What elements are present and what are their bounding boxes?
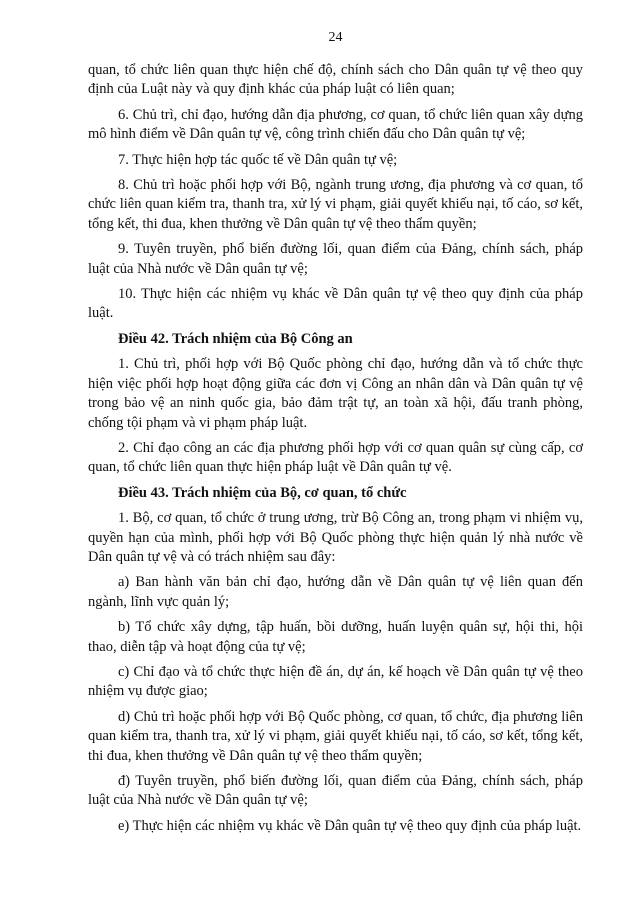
- paragraph: 1. Chủ trì, phối hợp với Bộ Quốc phòng chỉ đạo, hướng dẫn và tổ chức thực hiện việc phối hợp hoạt động giữa các đơn vị Công an nhân dân và Dân quân tự vệ trong bảo vệ an ninh quốc gia, bảo đảm trật tự, an toàn xã hội, đấu tranh phòng, chống tội phạm và vi phạm pháp luật.: [88, 356, 583, 431]
- paragraph: 7. Thực hiện hợp tác quốc tế về Dân quân tự vệ;: [118, 151, 398, 168]
- paragraph: 2. Chỉ đạo công an các địa phương phối hợp với cơ quan quân sự cùng cấp, cơ quan, tổ chức liên quan thực hiện pháp luật về Dân quân tự vệ.: [88, 439, 583, 476]
- article-heading: Điều 43. Trách nhiệm của Bộ, cơ quan, tổ chức: [118, 484, 407, 501]
- paragraph: quan, tổ chức liên quan thực hiện chế độ, chính sách cho Dân quân tự vệ theo quy định của Luật này và quy định khác của pháp luật có liên quan;: [88, 62, 583, 98]
- paragraph: đ) Tuyên truyền, phổ biến đường lối, quan điểm của Đảng, chính sách, pháp luật của Nhà nước về Dân quân tự vệ;: [88, 773, 583, 809]
- paragraph: 9. Tuyên truyền, phổ biến đường lối, quan điểm của Đảng, chính sách, pháp luật của Nhà nước về Dân quân tự vệ;: [88, 241, 583, 277]
- paragraph: 1. Bộ, cơ quan, tổ chức ở trung ương, trừ Bộ Công an, trong phạm vi nhiệm vụ, quyền hạn của mình, phối hợp với Bộ Quốc phòng thực hiện quản lý nhà nước về Dân quân tự vệ và có trách nhiệm sau đây:: [88, 510, 583, 565]
- paragraph: b) Tổ chức xây dựng, tập huấn, bồi dưỡng, huấn luyện quân sự, hội thi, hội thao, diễn tập và hoạt động của tự vệ;: [88, 619, 583, 655]
- page-number: 24: [328, 30, 343, 45]
- paragraph: a) Ban hành văn bản chỉ đạo, hướng dẫn về Dân quân tự vệ liên quan đến ngành, lĩnh vực quản lý;: [88, 574, 583, 610]
- paragraph: 8. Chủ trì hoặc phối hợp với Bộ, ngành trung ương, địa phương và cơ quan, tổ chức liên quan kiểm tra, thanh tra, xử lý vi phạm, giải quyết khiếu nại, tố cáo, sơ kết, tổng kết, thi đua, khen thưởng về Dân quân tự vệ theo thẩm quyền;: [88, 177, 583, 232]
- paragraph: 10. Thực hiện các nhiệm vụ khác về Dân quân tự vệ theo quy định của pháp luật.: [88, 286, 583, 322]
- paragraph: 6. Chủ trì, chỉ đạo, hướng dẫn địa phương, cơ quan, tổ chức liên quan xây dựng mô hình điểm về Dân quân tự vệ, công trình chiến đấu cho Dân quân tự vệ;: [88, 106, 583, 143]
- document-body: [88, 61, 583, 836]
- article-heading: Điều 42. Trách nhiệm của Bộ Công an: [118, 330, 353, 347]
- paragraph: e) Thực hiện các nhiệm vụ khác về Dân quân tự vệ theo quy định của pháp luật.: [118, 817, 582, 834]
- paragraph: d) Chủ trì hoặc phối hợp với Bộ Quốc phòng, cơ quan, tổ chức, địa phương liên quan kiểm tra, thanh tra, xử lý vi phạm, giải quyết khiếu nại, tố cáo, sơ kết, tổng kết, thi đua, khen thưởng về Dân quân tự vệ theo thẩm quyền;: [88, 708, 583, 764]
- paragraph: c) Chỉ đạo và tổ chức thực hiện đề án, dự án, kế hoạch về Dân quân tự vệ theo nhiệm vụ được giao;: [88, 663, 583, 700]
